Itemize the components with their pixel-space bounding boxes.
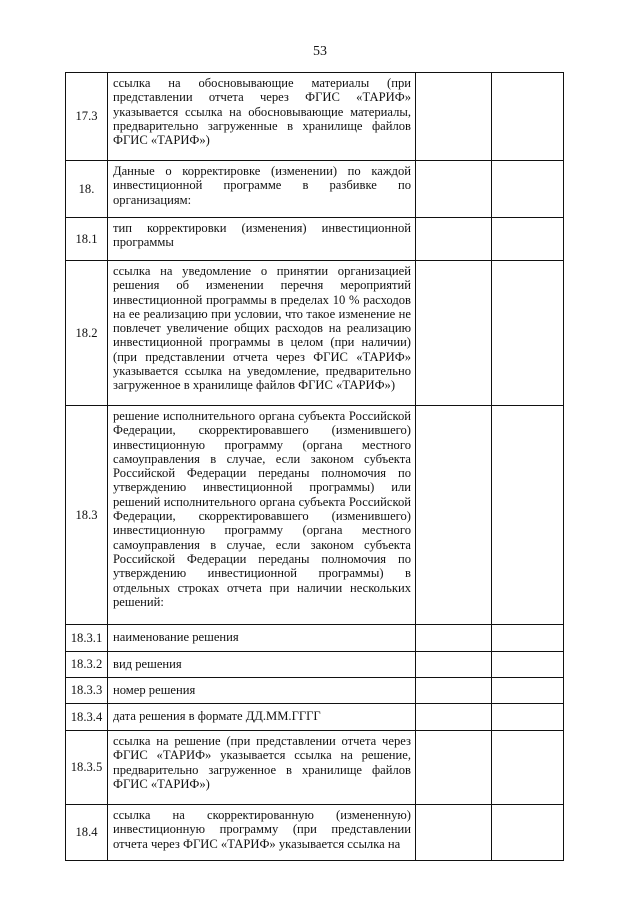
value-cell <box>492 73 564 161</box>
value-cell <box>416 652 492 678</box>
row-description: ссылка на решение (при представлении отчета через ФГИС «ТАРИФ» указывается ссылка на решение, предварительно загруженное в хранилище файлов ФГИС «ТАРИФ») <box>113 734 411 791</box>
value-cell <box>416 805 492 861</box>
row-description: ссылка на скорректированную (измененную) инвестиционную программу (при представлении отчета через ФГИС «ТАРИФ» указывается ссылка на <box>113 808 411 851</box>
value-cell <box>416 218 492 261</box>
page-number: 53 <box>313 44 327 59</box>
value-cell <box>416 704 492 731</box>
table-row <box>66 625 564 652</box>
value-cell <box>416 73 492 161</box>
table-row <box>66 261 564 406</box>
row-number: 18.3.2 <box>66 652 108 678</box>
row-number: 18. <box>66 161 108 218</box>
row-number: 18.1 <box>66 218 108 261</box>
table-row <box>66 678 564 704</box>
value-cell <box>492 218 564 261</box>
table-row <box>66 73 564 161</box>
value-cell <box>492 261 564 406</box>
row-description: вид решения <box>113 656 182 671</box>
value-cell <box>492 805 564 861</box>
table-row <box>66 652 564 678</box>
row-number: 17.3 <box>66 73 108 161</box>
value-cell <box>416 406 492 625</box>
row-description: ссылка на уведомление о принятии организацией решения об изменении перечня мероприятий инвестиционной программы в пределах 10 % расходов на ее реализацию при условии, что такое изменение не повлечет увеличение общих расходов на реализацию инвестиционной программы в целом (при наличии) (при представлении отчета через ФГИС «ТАРИФ» указывается ссылка на уведомление, предварительно загруженное в хранилище файлов ФГИС «ТАРИФ») <box>113 264 411 393</box>
value-cell <box>416 261 492 406</box>
value-cell <box>416 625 492 652</box>
value-cell <box>492 625 564 652</box>
table-row <box>66 805 564 861</box>
table-row <box>66 218 564 261</box>
value-cell <box>492 731 564 805</box>
value-cell <box>416 161 492 218</box>
row-number: 18.3.4 <box>66 704 108 731</box>
value-cell <box>492 652 564 678</box>
row-description: дата решения в формате ДД.ММ.ГГГГ <box>113 709 321 724</box>
row-number: 18.3.1 <box>66 625 108 652</box>
row-number: 18.4 <box>66 805 108 861</box>
row-description: наименование решения <box>113 630 239 645</box>
value-cell <box>492 678 564 704</box>
row-description: Данные о корректировке (изменении) по каждой инвестиционной программе в разбивке по организациям: <box>113 164 411 207</box>
value-cell <box>492 161 564 218</box>
table-row <box>66 161 564 218</box>
row-description: тип корректировки (изменения) инвестиционной программы <box>113 221 411 250</box>
row-number: 18.3.5 <box>66 731 108 805</box>
value-cell <box>492 406 564 625</box>
report-table <box>65 72 564 861</box>
row-description: ссылка на обосновывающие материалы (при представлении отчета через ФГИС «ТАРИФ» указывается ссылка на обосновывающие материалы, предварительно загруженные в хранилище файлов ФГИС «ТАРИФ») <box>113 76 411 148</box>
value-cell <box>416 731 492 805</box>
table-row <box>66 731 564 805</box>
table-row <box>66 704 564 731</box>
value-cell <box>416 678 492 704</box>
row-number: 18.2 <box>66 261 108 406</box>
row-number: 18.3 <box>66 406 108 625</box>
row-description: решение исполнительного органа субъекта Российской Федерации, скорректировавшего (изменившего) инвестиционную программу (органа местного самоуправления в случае, если законом субъекта Российской Федерации переданы полномочия по утверждению инвестиционной программы) или решений исполнительного органа субъекта Российской Федерации, скорректировавшего (изменившего) инвестиционную программу (органа местного самоуправления в случае, если законом субъекта Российской Федерации переданы полномочия по утверждению инвестиционной программы) в отдельных строках отчета при наличии нескольких решений: <box>113 409 411 609</box>
table-row <box>66 406 564 625</box>
row-description: номер решения <box>113 682 196 697</box>
row-number: 18.3.3 <box>66 678 108 704</box>
value-cell <box>492 704 564 731</box>
